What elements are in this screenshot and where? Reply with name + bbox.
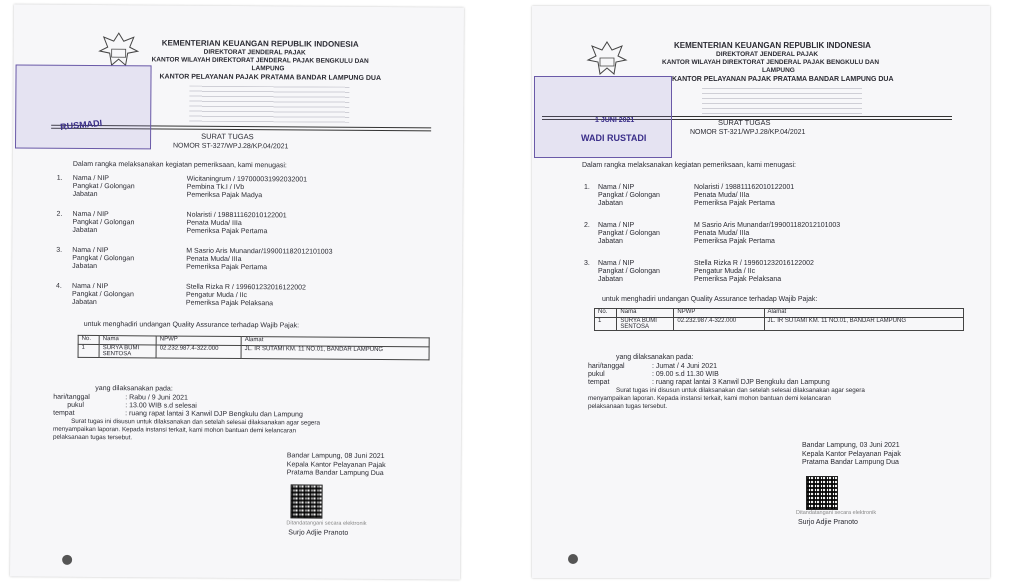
sign-title-1: Kepala Kantor Pelayanan Pajak <box>802 451 901 458</box>
member-field-label: Pangkat / Golongan <box>72 182 135 191</box>
member-rank: Pembina Tk.I / IVb <box>186 183 245 192</box>
stamp-signature-name: RUSMADI <box>59 117 103 132</box>
member-position: Pemeriksa Pajak Madya <box>186 191 263 200</box>
held-on-text: yang dilaksanakan pada: <box>616 354 694 361</box>
member-field-label: Nama / NIP <box>72 210 109 219</box>
member-rank: Pengatur Muda / IIc <box>185 291 248 300</box>
table-header: Alamat <box>764 309 963 318</box>
member-number: 4. <box>56 282 62 290</box>
member-name-nip: M Sasrio Aris Munandar/199001182012101003 <box>186 247 333 256</box>
sign-place-date: Bandar Lampung, 08 Juni 2021 <box>286 452 385 461</box>
taxpayer-table <box>78 335 430 360</box>
sign-note: Ditandatangani secara elektronik <box>286 520 367 527</box>
receipt-stamp <box>534 76 672 158</box>
table-header: Alamat <box>241 337 429 347</box>
table-cell: SURYA BUMI SENTOSA <box>99 345 156 358</box>
closing-line-3: pelaksanaan tugas tersebut. <box>588 403 668 410</box>
member-name-nip: Nolaristi / 198811162010122001 <box>694 184 795 191</box>
time-label: pukul <box>588 371 605 378</box>
garuda-emblem-icon <box>586 40 628 78</box>
closing-line-2: menyampaikan laporan. Kepada instansi terkait, kami mohon bantuan demi kelancaran <box>53 425 296 435</box>
directorate-heading: DIREKTORAT JENDERAL PAJAK <box>716 51 819 58</box>
tax-office-heading: KANTOR PELAYANAN PAJAK PRATAMA BANDAR LAMPUNG DUA <box>159 73 382 83</box>
table-row <box>595 318 964 331</box>
letter-number: NOMOR ST-327/WPJ.28/KP.04/2021 <box>172 142 289 151</box>
member-position: Pemeriksa Pajak Pelaksana <box>185 299 274 308</box>
sign-title-2: Pratama Bandar Lampung Dua <box>802 459 899 466</box>
member-field-label: Pangkat / Golongan <box>72 254 135 263</box>
member-field-label: Pangkat / Golongan <box>72 218 135 227</box>
place-value: : ruang rapat lantai 3 Kanwil DJP Bengkulu dan Lampung <box>652 379 830 386</box>
time-label: pukul <box>67 401 84 409</box>
table-cell: 02.232.987.4-322.000 <box>156 345 241 359</box>
closing-line-2: menyampaikan laporan. Kepada instansi terkait, kami mohon bantuan demi kelancaran <box>588 395 831 402</box>
held-on-text: yang dilaksanakan pada: <box>95 385 173 393</box>
purpose-text: untuk menghadiri undangan Quality Assurance terhadap Wajib Pajak: <box>602 296 818 303</box>
office-address-block <box>702 88 862 114</box>
member-field-label: Jabatan <box>72 262 98 271</box>
stamp-date: 1 JUNI 2021 <box>595 117 635 124</box>
regional-office-heading-2: LAMPUNG <box>762 67 795 74</box>
member-position: Pemeriksa Pajak Pertama <box>186 227 268 236</box>
intro-text: Dalam rangka melaksanakan kegiatan pemeriksaan, kami menugasi: <box>582 162 796 169</box>
regional-office-heading: KANTOR WILAYAH DIREKTORAT JENDERAL PAJAK BENGKULU DAN <box>151 56 369 65</box>
stamp-signature-name: WADI RUSTADI <box>581 133 647 143</box>
table-cell: SURYA BUMI SENTOSA <box>617 318 674 331</box>
member-number: 3. <box>56 246 63 254</box>
closing-line-1: Surat tugas ini disusun untuk dilaksanakan dan setelah selesai dilaksanakan agar segera <box>71 417 321 427</box>
place-value: : ruang rapat lantai 3 Kanwil DJP Bengkulu dan Lampung <box>125 410 303 419</box>
member-field-label: Jabatan <box>598 276 623 283</box>
signer-name: Surjo Adjie Pranoto <box>798 519 858 526</box>
day-date-value: : Jumat / 4 Juni 2021 <box>652 363 717 370</box>
sign-note: Ditandatangani secara elektronik <box>796 510 877 516</box>
regional-office-heading-2: LAMPUNG <box>251 65 285 73</box>
member-number: 1. <box>56 174 63 182</box>
time-value: : 13.00 WIB s.d selesai <box>125 402 197 410</box>
member-position: Pemeriksa Pajak Pertama <box>694 238 775 245</box>
table-cell: JL. IR SUTAMI KM. 11 NO.01, BANDAR LAMPUNG <box>241 346 429 360</box>
purpose-text: untuk menghadiri undangan Quality Assurance terhadap Wajib Pajak: <box>83 320 300 330</box>
member-field-label: Nama / NIP <box>598 222 635 229</box>
document-right <box>532 6 990 578</box>
day-date-label: hari/tanggal <box>588 363 625 370</box>
ministry-heading: KEMENTERIAN KEUANGAN REPUBLIK INDONESIA <box>161 38 359 49</box>
member-number: 1. <box>584 184 590 191</box>
table-cell: 1 <box>595 318 617 331</box>
letter-number: NOMOR ST-321/WPJ.28/KP.04/2021 <box>690 129 806 136</box>
qr-code-icon <box>806 476 838 510</box>
member-position: Pemeriksa Pajak Pertama <box>186 263 268 272</box>
member-field-label: Pangkat / Golongan <box>598 192 660 199</box>
member-position: Pemeriksa Pajak Pelaksana <box>694 276 782 283</box>
member-name-nip: Nolaristi / 198811162010122001 <box>186 211 287 220</box>
signer-name: Surjo Adjie Pranoto <box>288 529 349 537</box>
directorate-heading: DIREKTORAT JENDERAL PAJAK <box>203 48 306 57</box>
sign-title-1: Kepala Kantor Pelayanan Pajak <box>286 461 386 470</box>
member-rank: Penata Muda/ IIIa <box>694 230 750 237</box>
member-field-label: Nama / NIP <box>598 260 635 267</box>
office-address-block <box>189 86 349 123</box>
table-header: Nama <box>99 336 156 345</box>
regional-office-heading: KANTOR WILAYAH DIREKTORAT JENDERAL PAJAK BENGKULU DAN <box>662 59 880 66</box>
letter-title: SURAT TUGAS <box>201 131 254 142</box>
ministry-heading: KEMENTERIAN KEUANGAN REPUBLIK INDONESIA <box>674 41 871 50</box>
receipt-stamp <box>15 64 152 149</box>
member-field-label: Pangkat / Golongan <box>71 290 134 299</box>
table-header-row <box>595 309 964 318</box>
table-row <box>78 344 429 359</box>
document-left <box>10 4 464 579</box>
table-cell: JL. IR SUTAMI KM. 11 NO.01, BANDAR LAMPUNG <box>764 318 963 331</box>
footer-logo-icon <box>568 554 578 564</box>
member-name-nip: Wicitaningrum / 197000031992032001 <box>186 175 308 184</box>
member-position: Pemeriksa Pajak Pertama <box>694 200 775 207</box>
member-rank: Penata Muda/ IIIa <box>186 219 242 228</box>
member-field-label: Pangkat / Golongan <box>598 268 660 275</box>
member-rank: Penata Muda/ IIIa <box>694 192 750 199</box>
table-cell: 1 <box>78 344 99 357</box>
closing-line-1: Surat tugas ini disusun untuk dilaksanakan dan setelah selesai dilaksanakan agar segera <box>616 387 865 394</box>
member-field-label: Jabatan <box>598 238 623 245</box>
table-header: Nama <box>617 309 674 318</box>
closing-line-3: pelaksanaan tugas tersebut. <box>52 433 133 442</box>
member-field-label: Nama / NIP <box>72 174 110 183</box>
qr-code-icon <box>290 484 322 518</box>
sign-place-date: Bandar Lampung, 03 Juni 2021 <box>802 442 900 449</box>
member-name-nip: M Sasrio Aris Munandar/199001182012101003 <box>694 222 841 229</box>
taxpayer-table <box>594 308 964 331</box>
member-field-label: Nama / NIP <box>72 246 109 255</box>
member-field-label: Jabatan <box>598 200 623 207</box>
day-date-value: : Rabu / 9 Juni 2021 <box>125 394 188 402</box>
member-rank: Pengatur Muda / IIc <box>694 268 756 275</box>
member-field-label: Jabatan <box>71 298 97 307</box>
place-label: tempat <box>53 409 75 417</box>
tax-office-heading: KANTOR PELAYANAN PAJAK PRATAMA BANDAR LAMPUNG DUA <box>672 76 894 83</box>
member-field-label: Nama / NIP <box>598 184 635 191</box>
member-field-label: Jabatan <box>72 190 98 199</box>
footer-logo-icon <box>62 555 72 565</box>
member-field-label: Nama / NIP <box>72 282 109 291</box>
member-number: 3. <box>584 260 590 267</box>
table-header: No. <box>595 309 617 318</box>
garuda-emblem-icon <box>98 31 140 69</box>
member-number: 2. <box>56 210 63 218</box>
day-date-label: hari/tanggal <box>53 393 90 401</box>
sign-title-2: Pratama Bandar Lampung Dua <box>286 469 384 478</box>
member-field-label: Pangkat / Golongan <box>598 230 660 237</box>
member-rank: Penata Muda/ IIIa <box>186 255 242 264</box>
table-header: NPWP <box>156 336 241 346</box>
intro-text: Dalam rangka melaksanakan kegiatan pemeriksaan, kami menugasi: <box>72 160 287 170</box>
member-number: 2. <box>584 222 590 229</box>
time-value: : 09.00 s.d 11.30 WIB <box>652 371 719 378</box>
table-cell: 02.232.987.4-322.000 <box>674 318 764 331</box>
member-name-nip: Stella Rizka R / 199601232016122002 <box>694 260 814 267</box>
table-header: NPWP <box>674 309 764 318</box>
letter-title: SURAT TUGAS <box>718 118 771 127</box>
table-header: No. <box>78 335 99 344</box>
member-field-label: Jabatan <box>72 226 98 235</box>
place-label: tempat <box>588 379 610 386</box>
member-name-nip: Stella Rizka R / 199601232016122002 <box>186 283 306 292</box>
